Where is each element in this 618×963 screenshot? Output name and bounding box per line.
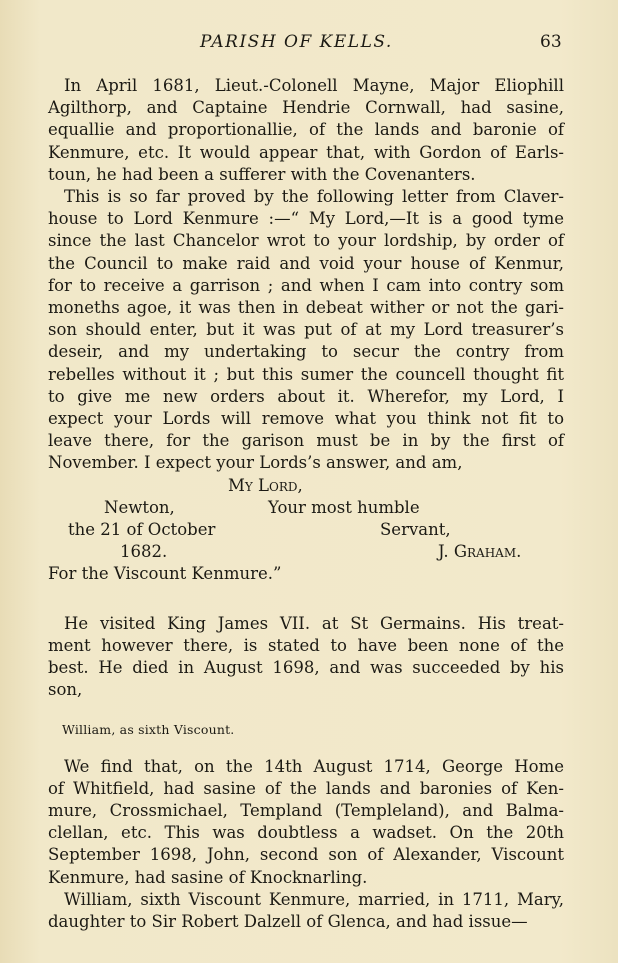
running-head-title: PARISH OF KELLS. [200,32,393,52]
text-line: In April 1681, Lieut.-Colonell Mayne, Major Eliophill [64,76,564,95]
text-line: This is so far proved by the following letter from Claver- [64,187,564,207]
paragraph-5 [48,889,564,933]
letter-date: the 21 of October [68,519,216,539]
text-line: best. He died in August 1698, and was succeeded by his [48,658,564,678]
text-line: son, [48,680,83,700]
text-line: rebelles without it ; but this sumer the councell thought fit [48,364,564,384]
letter-servant: Servant, [380,519,451,539]
letter-salutation: My Lord, [228,475,303,495]
text-line: ment however there, is stated to have been none of the [48,635,564,655]
text-line: leave there, for the garison must be in by the first of [48,431,564,451]
text-line: since the last Chancelor wrot to your lordship, by order of [48,231,564,251]
letter-year: 1682. [120,541,168,561]
text-line: to give me new orders about it. Wherefor, my Lord, I [48,386,564,406]
text-line: William, sixth Viscount Kenmure, married, in 1711, Mary, [64,889,564,909]
page-number: 63 [540,32,562,52]
text-line: toun, he had been a sufferer with the Covenanters. [48,164,476,184]
running-head [0,32,618,54]
section-heading: William, as sixth Viscount. [62,722,235,738]
paragraph-2 [48,186,564,475]
letter-signature: J. Graham. [438,541,522,561]
letter-place: Newton, [104,497,175,517]
letter-closing [48,475,564,585]
text-line: November. I expect your Lords’s answer, and am, [48,453,463,473]
text-line: He visited King James VII. at St Germains. His treat- [64,613,564,633]
text-line: equallie and proportionallie, of the lands and baronie of [48,120,564,140]
text-line: deseir, and my undertaking to secur the contry from [48,342,564,362]
paragraph-3 [48,613,564,702]
letter-address: For the Viscount Kenmure.” [48,563,282,583]
text-line: the Council to make raid and void your house of Kenmur, [48,253,564,273]
body-text [48,75,564,933]
text-line: Agilthorp, and Captaine Hendrie Cornwall, had sasine, [48,98,564,118]
letter-closing-phrase: Your most humble [268,497,420,517]
paragraph-4 [48,756,564,889]
text-line: expect your Lords will remove what you think not fit to [48,409,564,429]
text-line: of Whitfield, had sasine of the lands and baronies of Ken- [48,778,564,798]
text-line: mure, Crossmichael, Templand (Templeland), and Balma- [48,801,564,821]
text-line: September 1698, John, second son of Alexander, Viscount [48,845,564,865]
text-line: house to Lord Kenmure :—“ My Lord,—It is a good tyme [48,209,564,229]
text-line: moneths agoe, it was then in debeat wither or not the gari- [48,298,564,318]
text-line: son should enter, but it was put of at my Lord treasurer’s [48,320,564,340]
text-line: for to receive a garrison ; and when I cam into contry som [48,275,564,295]
text-line: clellan, etc. This was doubtless a wadset. On the 20th [48,823,564,843]
text-line: We find that, on the 14th August 1714, George Home [64,756,564,776]
paragraph-1 [48,75,564,186]
text-line: Kenmure, had sasine of Knocknarling. [48,867,368,887]
text-line: daughter to Sir Robert Dalzell of Glenca, and had issue— [48,912,528,932]
text-line: Kenmure, etc. It would appear that, with Gordon of Earls- [48,142,564,162]
